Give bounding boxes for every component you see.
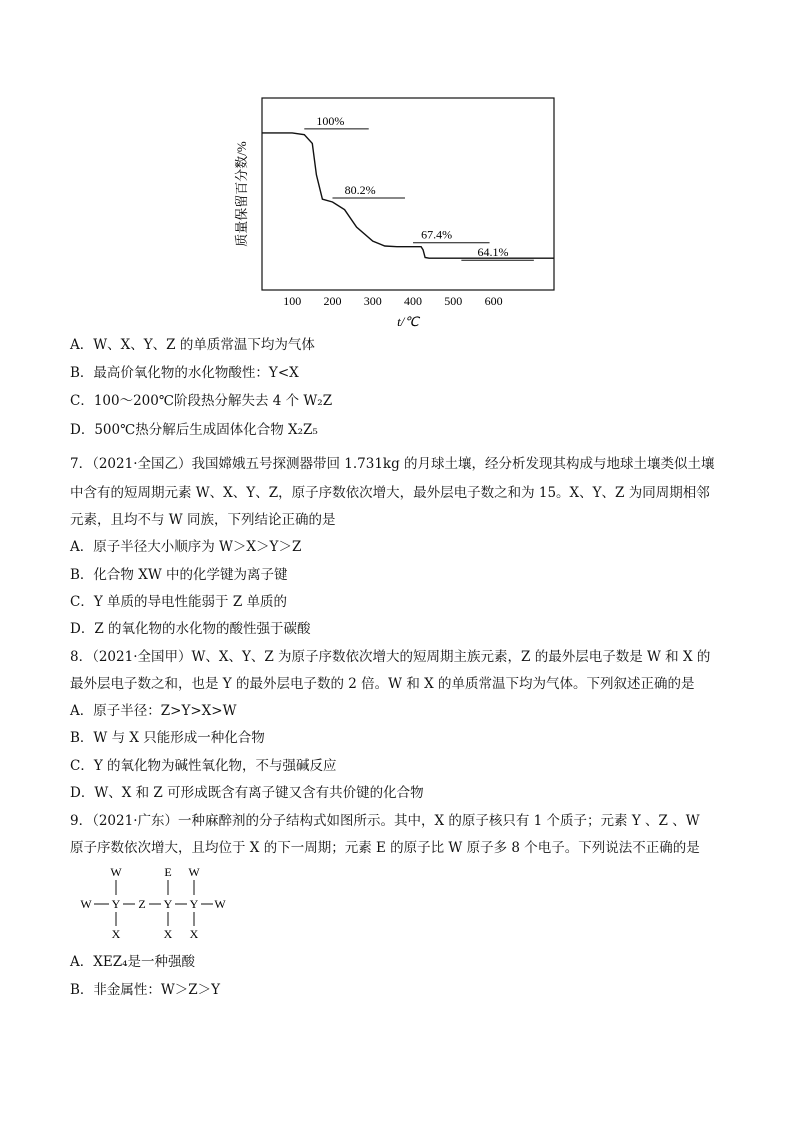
atom-e-top: E (164, 865, 172, 879)
option-a-q6: A．W、X、Y、Z 的单质常温下均为气体 (70, 337, 315, 353)
atom-w-top1: W (110, 865, 122, 879)
annotation-label: 67.4% (421, 227, 453, 242)
y-axis-label: 质量保留百分数/% (234, 141, 249, 247)
question-8-line-1: 8．（2021·全国甲）W、X、Y、Z 为原子序数依次增大的短周期主族元素，Z 的最外层电子数是 W 和 X 的 (70, 649, 711, 665)
option-d-q6: D．500℃热分解后生成固体化合物 X₂Z₅ (70, 422, 318, 438)
question-9-line-2: 原子序数依次增大，且均位于 X 的下一周期；元素 E 的原子比 W 原子多 8 个电子。下列说法不正确的是 (70, 840, 700, 856)
option-c-q7: C．Y 单质的导电性能弱于 Z 单质的 (70, 594, 287, 610)
annotation-label: 64.1% (477, 245, 509, 260)
option-d-q7: D．Z 的氧化物的水化物的酸性强于碳酸 (70, 621, 311, 637)
question-8-line-2: 最外层电子数之和，也是 Y 的最外层电子数的 2 倍。W 和 X 的单质常温下均为气体。下列叙述正确的是 (70, 676, 695, 692)
option-c-q6: C．100～200℃阶段热分解失去 4 个 W₂Z (70, 393, 333, 409)
annotation-label: 80.2% (344, 183, 376, 198)
atom-w-right: W (214, 897, 226, 911)
atom-w-top2: W (188, 865, 200, 879)
atom-z: Z (138, 897, 146, 911)
option-b-q9: B．非金属性：W＞Z＞Y (70, 982, 221, 998)
x-tick-label: 500 (444, 294, 463, 308)
x-axis-label: t/℃ (397, 314, 419, 329)
atom-y-1: Y (111, 897, 121, 911)
atom-x-3: X (189, 927, 199, 941)
atom-w-left: W (80, 897, 92, 911)
atom-x-1: X (111, 927, 121, 941)
plot-frame (262, 98, 554, 290)
question-9-line-1: 9．（2021·广东）一种麻醉剂的分子结构式如图所示。其中，X 的原子核只有 1 个质子；元素 Y 、Z 、W (70, 813, 700, 829)
option-b-q6: B．最高价氧化物的水化物酸性：Y<X (70, 365, 299, 381)
x-tick-label: 100 (283, 294, 302, 308)
question-7-line-2: 中含有的短周期元素 W、X、Y、Z，原子序数依次增大，最外层电子数之和为 15。X、Y、Z 为同周期相邻 (70, 485, 710, 501)
tga-chart (228, 90, 568, 330)
option-b-q8: B．W 与 X 只能形成一种化合物 (70, 730, 265, 746)
option-a-q7: A．原子半径大小顺序为 W＞X＞Y＞Z (70, 539, 302, 555)
mass-retention-curve (262, 133, 554, 258)
option-d-q8: D．W、X 和 Z 可形成既含有离子键又含有共价键的化合物 (70, 785, 424, 801)
option-c-q8: C．Y 的氧化物为碱性氧化物，不与强碱反应 (70, 758, 337, 774)
x-tick-label: 300 (363, 294, 382, 308)
x-tick-label: 600 (484, 294, 503, 308)
annotation-label: 100% (316, 113, 345, 128)
molecule-structure (74, 864, 244, 944)
atom-x-2: X (163, 927, 173, 941)
atom-y-3: Y (189, 897, 199, 911)
option-b-q7: B．化合物 XW 中的化学键为离子键 (70, 567, 288, 583)
question-7-line-1: 7．（2021·全国乙）我国嫦娥五号探测器带回 1.731kg 的月球土壤，经分析发现其构成与地球土壤类似土壤 (70, 456, 715, 472)
atom-y-2: Y (163, 897, 173, 911)
x-tick-label: 400 (404, 294, 423, 308)
option-a-q9: A．XEZ₄是一种强酸 (70, 954, 196, 970)
option-a-q8: A．原子半径：Z>Y>X>W (70, 703, 237, 719)
x-tick-label: 200 (323, 294, 342, 308)
question-7-line-3: 元素，且均不与 W 同族，下列结论正确的是 (70, 512, 336, 528)
